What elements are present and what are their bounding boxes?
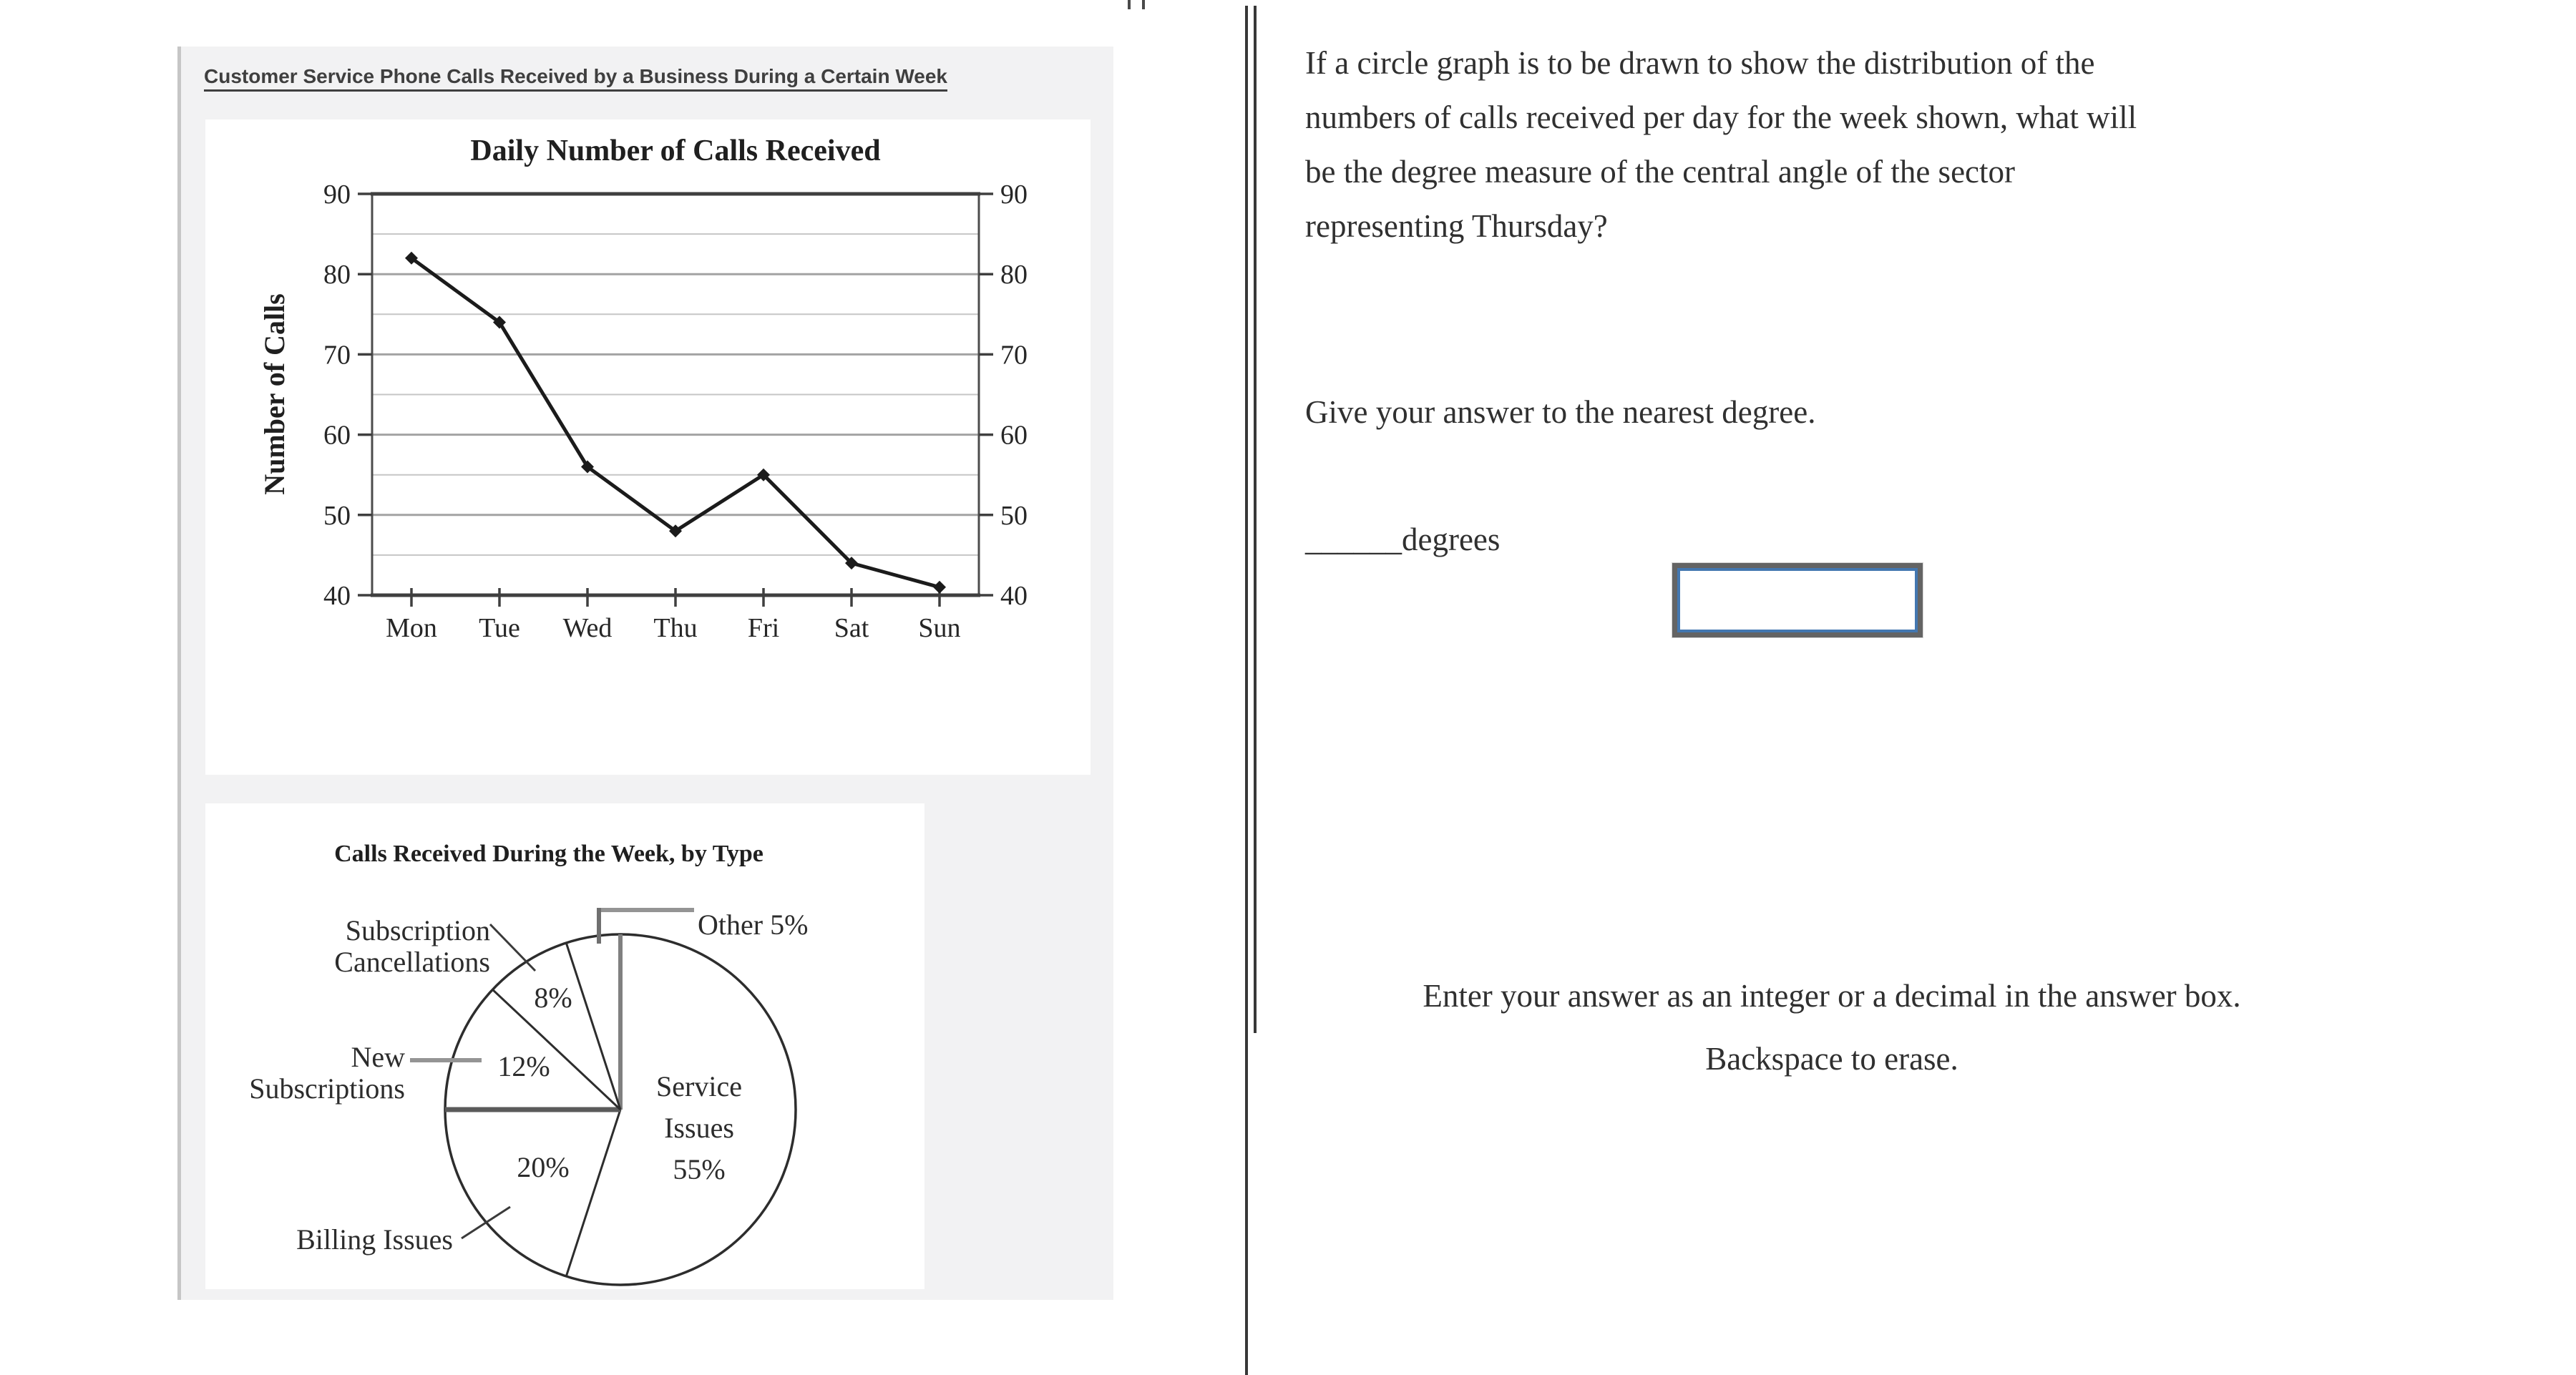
y-tick-label: 80 (1000, 260, 1028, 290)
directions-line: Backspace to erase. (1705, 1041, 1958, 1077)
pie-label-billing-issues: Billing Issues (296, 1223, 453, 1256)
leader-billing-issues (462, 1207, 510, 1238)
y-tick-label: 80 (323, 260, 351, 290)
panel-divider-line (1245, 6, 1248, 1375)
x-tick-label: Sun (918, 613, 961, 643)
x-tick-label: Thu (653, 613, 698, 643)
question-line: If a circle graph is to be drawn to show the distribution of the (1305, 45, 2095, 81)
y-tick-label: 50 (323, 500, 351, 531)
degrees-blank: ______degrees (1305, 522, 1501, 557)
y-tick-label: 60 (1000, 420, 1028, 451)
pie-label-pct-20: 20% (517, 1151, 570, 1183)
leader-subscription-cancellations (490, 924, 535, 971)
y-tick-label: 70 (1000, 340, 1028, 371)
pie-label-line: Cancellations (334, 946, 490, 978)
x-tick-label: Tue (479, 613, 520, 643)
panel-divider-line (1254, 6, 1257, 1033)
stimulus-panel (177, 47, 1113, 1300)
top-crop-mark (1142, 0, 1145, 9)
answer-box-inner (1677, 568, 1918, 632)
y-tick-label: 60 (323, 420, 351, 451)
pie-label-line: Subscription (345, 914, 490, 946)
y-tick-label: 40 (323, 581, 351, 611)
directions-line: Enter your answer as an integer or a decimal in the answer box. (1423, 978, 2241, 1014)
answer-box[interactable] (1672, 562, 1923, 638)
pie-label-line: Issues (664, 1112, 734, 1144)
answer-input[interactable] (1680, 571, 1918, 631)
pie-label-service-issues (577, 1066, 821, 1190)
pie-label-line: 55% (673, 1153, 726, 1185)
line-chart-title: Daily Number of Calls Received (470, 134, 881, 167)
pie-chart-title: Calls Received During the Week, by Type (334, 841, 763, 867)
pie-label-line: Subscriptions (249, 1072, 405, 1105)
question-line: representing Thursday? (1305, 208, 1608, 244)
pie-label-new-subscriptions (249, 1042, 405, 1105)
x-tick-label: Mon (386, 613, 437, 643)
data-point-marker (933, 581, 946, 594)
pie-label-other: Other 5% (698, 909, 809, 941)
y-tick-label: 40 (1000, 581, 1028, 611)
y-axis-label: Number of Calls (258, 293, 291, 495)
y-tick-label: 50 (1000, 500, 1028, 531)
data-polyline (411, 258, 940, 587)
pie-label-pct-12: 12% (497, 1050, 550, 1082)
question-line: numbers of calls received per day for the week shown, what will (1305, 99, 2137, 135)
answer-box-directions (1259, 964, 2404, 1090)
top-crop-mark (1128, 0, 1131, 9)
pie-label-subscription-cancellations (334, 915, 490, 978)
y-tick-label: 90 (1000, 180, 1028, 210)
stimulus-title: Customer Service Phone Calls Received by a Business During a Certain Week (204, 65, 947, 88)
x-tick-label: Fri (747, 613, 780, 643)
pie-label-line: Service (656, 1070, 742, 1102)
pie-chart-box (205, 803, 924, 1289)
x-tick-label: Wed (562, 613, 613, 643)
question-text (1305, 36, 2379, 253)
pie-label-pct-8: 8% (534, 982, 572, 1014)
y-tick-label: 90 (323, 180, 351, 210)
pie-label-line: New (351, 1041, 405, 1073)
y-tick-label: 70 (323, 340, 351, 371)
line-chart (205, 119, 1091, 775)
question-line: be the degree measure of the central angle of the sector (1305, 154, 2015, 190)
answer-instruction: Give your answer to the nearest degree. (1305, 394, 1816, 430)
x-tick-label: Sat (834, 613, 869, 643)
line-chart-box (205, 119, 1091, 775)
